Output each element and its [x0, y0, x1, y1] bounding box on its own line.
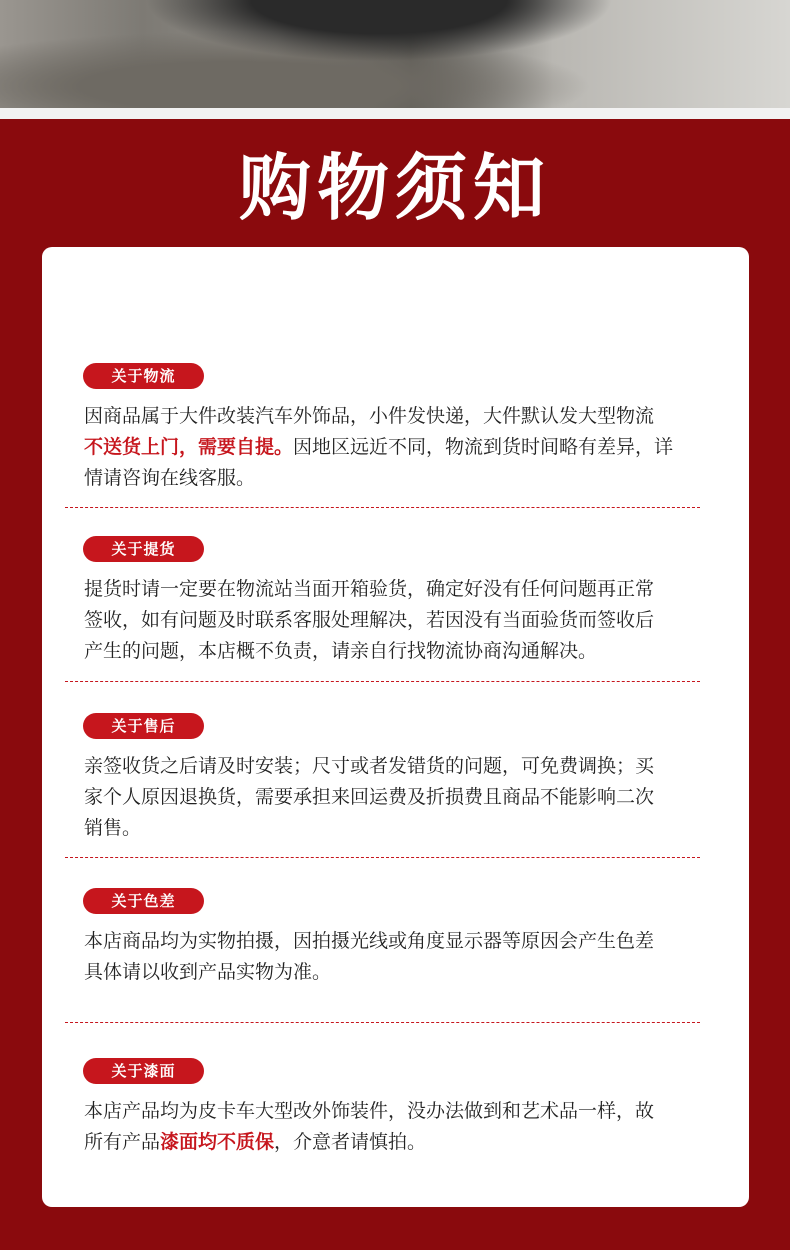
section-text: 亲签收货之后请及时安装；尺寸或者发错货的问题，可免费调换；买 家个人原因退换货，需要承担来回运费及折损费且商品不能影响二次 销售。 [84, 755, 655, 839]
header-photo [0, 0, 790, 108]
divider [65, 1022, 700, 1023]
section-text: 因商品属于大件改装汽车外饰品，小件发快递，大件默认发大型物流 不送货上门，需要自提。因地区远近不同，物流到货时间略有差异，详 情请咨询在线客服。 [84, 405, 674, 489]
photo-separator [0, 108, 790, 119]
highlight-text: 漆面均不质保 [160, 1131, 275, 1153]
divider [65, 857, 700, 858]
section-badge: 关于色差 [83, 888, 204, 914]
section-badge: 关于物流 [83, 363, 204, 389]
section-badge: 关于漆面 [83, 1058, 204, 1084]
divider [65, 681, 700, 682]
notice-card [42, 247, 749, 1207]
section-badge: 关于提货 [83, 536, 204, 562]
section-badge: 关于售后 [83, 713, 204, 739]
section-text: 本店产品均为皮卡车大型改外饰装件，没办法做到和艺术品一样，故 所有产品漆面均不质保，介意者请慎拍。 [84, 1100, 655, 1153]
section-text: 提货时请一定要在物流站当面开箱验货，确定好没有任何问题再正常 签收，如有问题及时联系客服处理解决，若因没有当面验货而签收后 产生的问题，本店概不负责，请亲自行找物流协商沟通解决。 [84, 578, 655, 662]
page-title: 购物须知 [238, 146, 551, 230]
highlight-text: 不送货上门，需要自提。 [84, 436, 294, 458]
divider [65, 507, 700, 508]
section-text: 本店商品均为实物拍摄，因拍摄光线或角度显示器等原因会产生色差 具体请以收到产品实物为准。 [84, 930, 655, 983]
